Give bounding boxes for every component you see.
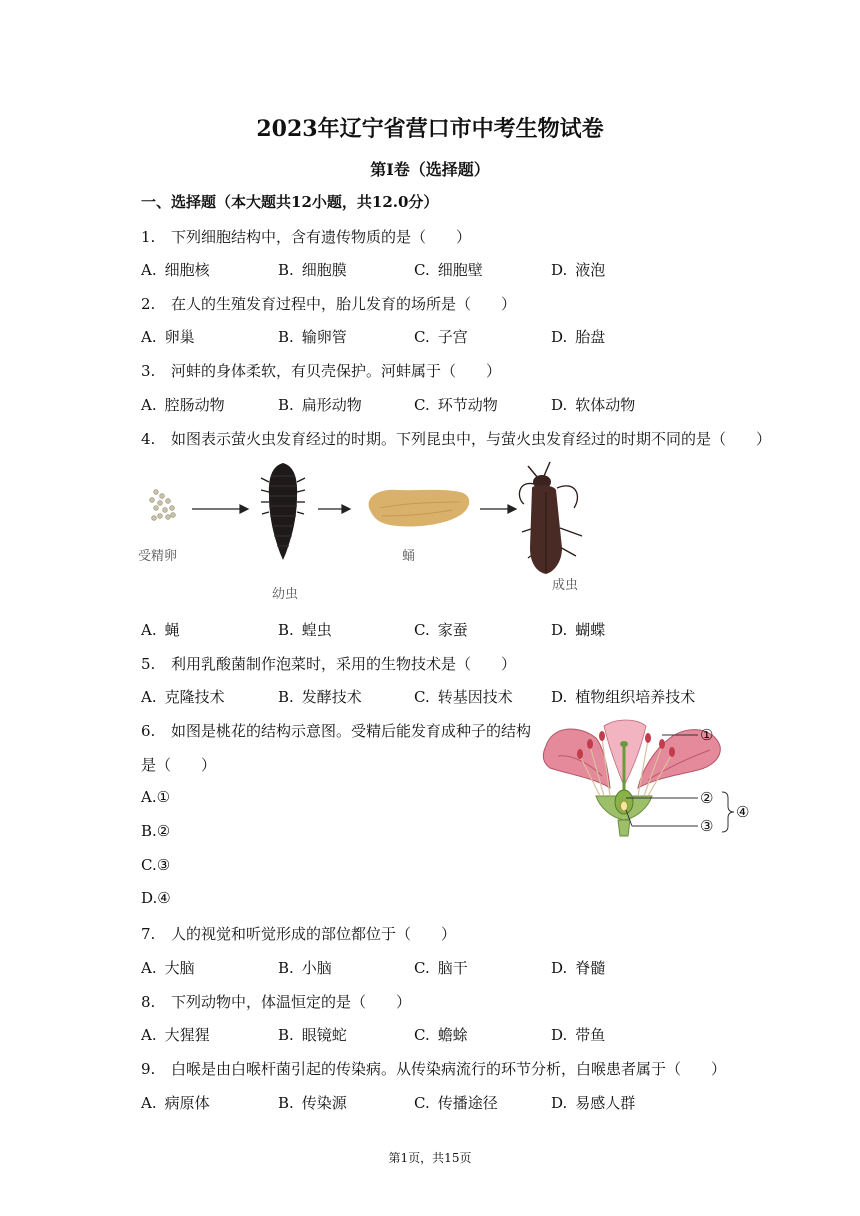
option-d[interactable]: D. 胎盘 <box>551 328 606 346</box>
egg-cluster-icon <box>150 490 176 521</box>
question-1-options <box>141 259 741 281</box>
adult-firefly-icon <box>519 462 582 574</box>
option-b[interactable]: B. 蝗虫 <box>278 621 332 639</box>
option-b[interactable]: B. 眼镜蛇 <box>278 1026 347 1044</box>
question-4 <box>141 428 771 449</box>
stage-egg-label: 受精卵 <box>138 549 178 564</box>
option-a[interactable]: A. 大脑 <box>141 959 195 977</box>
question-text: 河蚌的身体柔软，有贝壳保护。河蚌属于（ ） <box>171 362 502 380</box>
question-text: 利用乳酸菌制作泡菜时，采用的生物技术是（ ） <box>171 655 517 673</box>
question-text: 在人的生殖发育过程中，胎儿发育的场所是（ ） <box>171 295 517 313</box>
option-c[interactable]: C. 家蚕 <box>414 621 468 639</box>
question-number: 6. <box>141 722 156 740</box>
option-a[interactable]: A. 细胞核 <box>141 261 210 279</box>
option-b[interactable]: B. 扁形动物 <box>278 396 362 414</box>
stage-pupa-label: 蛹 <box>402 549 416 564</box>
question-number: 3. <box>141 362 156 380</box>
option-c[interactable]: C. 脑干 <box>414 959 468 977</box>
page-subtitle: 第I卷（选择题） <box>370 160 490 179</box>
question-text: 人的视觉和听觉形成的部位都位于（ ） <box>171 925 457 943</box>
question-number: 5. <box>141 655 156 673</box>
option-d[interactable]: D. 带鱼 <box>551 1026 606 1044</box>
question-9-options <box>141 1092 741 1114</box>
question-number: 2. <box>141 295 156 313</box>
question-text: 下列动物中，体温恒定的是（ ） <box>171 993 412 1011</box>
flower-label-3: ③ <box>700 817 714 835</box>
question-number: 7. <box>141 925 156 943</box>
option-d[interactable]: D. 植物组织培养技术 <box>551 688 696 706</box>
brace-icon <box>722 792 734 832</box>
question-3 <box>141 360 501 381</box>
option-c[interactable]: C. 环节动物 <box>414 396 498 414</box>
flower-icon <box>543 720 720 836</box>
question-3-options <box>141 394 741 416</box>
question-number: 9. <box>141 1060 156 1078</box>
option-d[interactable]: D. 软体动物 <box>551 396 636 414</box>
option-c[interactable]: C. 蟾蜍 <box>414 1026 468 1044</box>
question-4-options <box>141 619 741 641</box>
question-1 <box>141 226 471 247</box>
option-c[interactable]: C. 转基因技术 <box>414 688 513 706</box>
option-a[interactable]: A. 克隆技术 <box>141 688 225 706</box>
question-text: 下列细胞结构中，含有遗传物质的是（ ） <box>171 228 472 246</box>
pupa-icon <box>369 490 470 527</box>
option-c[interactable]: C. 细胞壁 <box>414 261 483 279</box>
option-d[interactable]: D. 脊髓 <box>551 959 606 977</box>
question-6 <box>141 720 531 741</box>
stage-larva-label: 幼虫 <box>272 587 299 602</box>
flower-label-2: ② <box>700 789 714 807</box>
option-d[interactable]: D. 蝴蝶 <box>551 621 606 639</box>
flower-label-1: ① <box>700 726 714 744</box>
option-d[interactable]: D. 液泡 <box>551 261 606 279</box>
question-8 <box>141 991 411 1012</box>
option-b[interactable]: B. 小脑 <box>278 959 332 977</box>
question-5-options <box>141 686 741 708</box>
option-b[interactable]: B.② <box>141 822 171 840</box>
arrow-icon <box>192 505 248 513</box>
option-a[interactable]: A. 蝇 <box>141 621 180 639</box>
option-c[interactable]: C. 传播途径 <box>414 1094 498 1112</box>
question-text: 如图表示萤火虫发育经过的时期。下列昆虫中，与萤火虫发育经过的时期不同的是（ ） <box>171 430 772 448</box>
option-a[interactable]: A.① <box>141 788 171 806</box>
option-b[interactable]: B. 传染源 <box>278 1094 347 1112</box>
question-2-options <box>141 326 741 348</box>
question-number: 8. <box>141 993 156 1011</box>
question-text: 如图是桃花的结构示意图。受精后能发育成种子的结构 <box>171 722 532 740</box>
arrow-icon <box>318 505 350 513</box>
option-c[interactable]: C. 子宫 <box>414 328 468 346</box>
question-6-continued: 是（ ） <box>141 756 217 774</box>
question-9 <box>141 1058 726 1079</box>
option-d[interactable]: D. 易感人群 <box>551 1094 636 1112</box>
option-b[interactable]: B. 细胞膜 <box>278 261 347 279</box>
option-d[interactable]: D.④ <box>141 889 171 907</box>
peach-flower-figure <box>538 716 758 840</box>
question-number: 1. <box>141 228 156 246</box>
question-text: 白喉是由白喉杆菌引起的传染病。从传染病流行的环节分析，白喉患者属于（ ） <box>171 1060 727 1078</box>
page-footer: 第1页，共15页 <box>388 1151 472 1165</box>
section-heading: 一、选择题（本大题共12小题，共12.0分） <box>141 193 439 211</box>
option-a[interactable]: A. 病原体 <box>141 1094 210 1112</box>
option-b[interactable]: B. 发酵技术 <box>278 688 362 706</box>
question-7 <box>141 923 456 944</box>
question-2 <box>141 293 516 314</box>
page-title: 2023年辽宁省营口市中考生物试卷 <box>256 116 604 142</box>
stage-adult-label: 成虫 <box>552 578 579 593</box>
larva-icon <box>261 463 305 560</box>
option-a[interactable]: A. 卵巢 <box>141 328 195 346</box>
question-8-options <box>141 1024 741 1046</box>
arrow-icon <box>480 505 516 513</box>
question-number: 4. <box>141 430 156 448</box>
option-a[interactable]: A. 大猩猩 <box>141 1026 210 1044</box>
flower-label-4: ④ <box>736 803 750 821</box>
option-c[interactable]: C.③ <box>141 856 171 874</box>
option-b[interactable]: B. 输卵管 <box>278 328 347 346</box>
question-7-options <box>141 957 741 979</box>
option-a[interactable]: A. 腔肠动物 <box>141 396 225 414</box>
question-5 <box>141 653 516 674</box>
